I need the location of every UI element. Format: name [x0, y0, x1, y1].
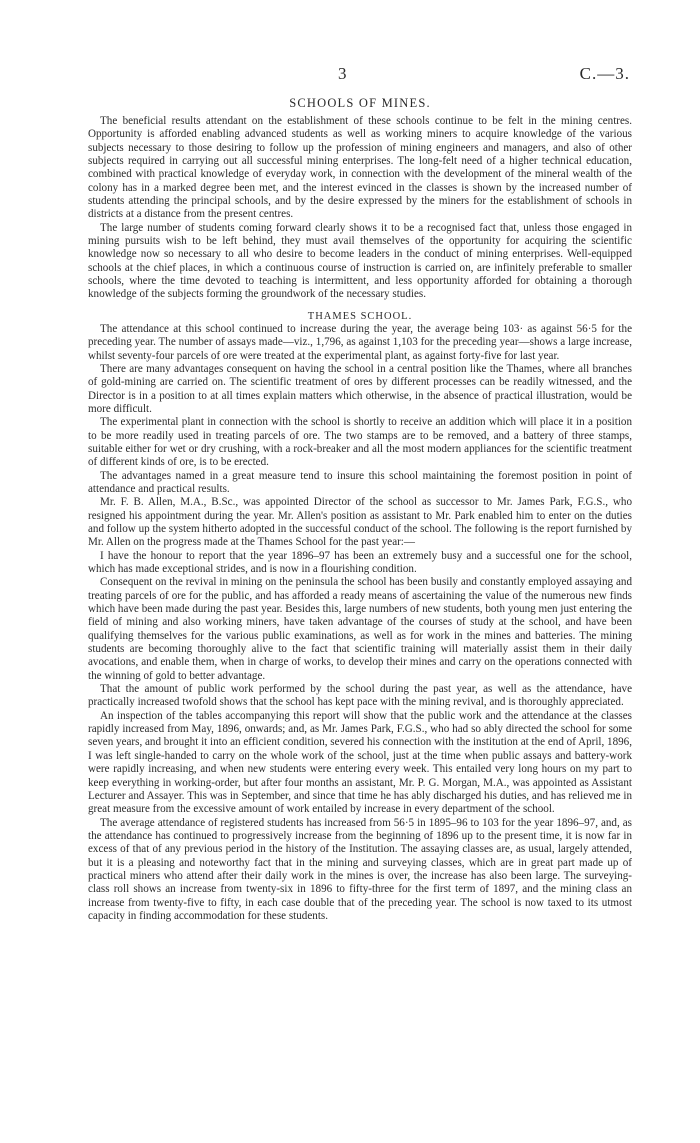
subsection-title: THAMES SCHOOL. — [307, 310, 413, 322]
paragraph: An inspection of the tables accompanying this report will show that the public work and the attendance at the classes rapidly increased from May, 1896, onwards; and, as Mr. James Park, F.G.S., who had so ably directed the school for some seven years, and brought it into an efficient condition, severed his connection with the institution at the end of April, 1896, I was left single-handed to carry on the whole work of the school, just at the time when public assays and battery-work were rapidly increasing, and when new students were entering every week. This entailed very long hours on my part to keep everything in working-order, but after four months an assistant, Mr. P. G. Morgan, M.A., was appointed as Assistant Lecturer and Assayer. This was in September, and since that time he has ably discharged his duties, and has relieved me in great measure from the excessive amount of work entailed by increase in every department of the school. — [88, 709, 632, 816]
paragraph: The attendance at this school continued to increase during the year, the average being 103· as against 56·5 for the preceding year. The number of assays made—viz., 1,796, as against 1,103 for the preceding year—shows a large increase, whilst seventy-four parcels of ore were treated at the experimental plant, as against forty-five for last year. — [88, 322, 632, 362]
section-title: SCHOOLS OF MINES. — [289, 96, 431, 110]
paragraph: Mr. F. B. Allen, M.A., B.Sc., was appointed Director of the school as successor to Mr. James Park, F.G.S., who resigned his appointment during the year. Mr. Allen's position as assistant to Mr. Park enabled him to enter on the duties and follow up the system hitherto adopted in the successful conduct of the school. The following is the report furnished by Mr. Allen on the progress made at the Thames School for the past year:— — [88, 496, 632, 549]
paragraph: I have the honour to report that the year 1896–97 has been an extremely busy and a successful one for the school, which has made exceptional strides, and is now in a flourishing condition. — [88, 549, 632, 575]
paragraph: The experimental plant in connection with the school is shortly to receive an addition which will place it in a position to be more readily used in treating parcels of ore. The two stamps are to be removed, and a battery of three stamps, suitable either for wet or dry crushing, with a rock-breaker and all the most modern appliances for the scientific treatment of different kinds of ore, is to be erected. — [88, 416, 632, 469]
page-header — [90, 64, 630, 84]
paragraph: That the amount of public work performed by the school during the past year, as well as the attendance, have practically increased twofold shows that the school has kept pace with the mining revival, and is thoroughly appreciated. — [88, 683, 632, 709]
paragraph: The large number of students coming forward clearly shows it to be a recognised fact that, unless those engaged in mining pursuits wish to be left behind, they must avail themselves of the opportunity for acquiring the scientific knowledge now so necessary to all who desire to become leaders in the conduct of mining enterprises. Well-equipped schools at the chief places, in which a continuous course of instruction is carried on, are infinitely preferable to smaller schools, where the time devoted to teaching is intermittent, and less opportunity afforded for obtaining a thorough knowledge of the subjects forming the groundwork of the necessary studies. — [88, 221, 632, 301]
page-number: 3 — [338, 64, 347, 83]
page-reference: C.—3. — [579, 64, 630, 83]
paragraph: Consequent on the revival in mining on the peninsula the school has been busily and constantly employed assaying and treating parcels of ore for the public, and has afforded a ready means of ascertaining the value of the numerous new finds which have been made during the past year. Besides this, large numbers of new students, both young men just entering the field of mining and also working miners, have taken advantage of the courses of study at the school, and have been qualifying themselves for the various public examinations, as well as for work in the mines and batteries. The mining students are becoming thoroughly alive to the fact that scientific training will materially assist them in their daily avocations, and enable them, when in charge of works, to develop their mines and carry on the operations connected with the winning of gold to better advantage. — [88, 576, 632, 682]
document-body — [88, 96, 632, 923]
paragraph: There are many advantages consequent on having the school in a central position like the Thames, where all branches of gold-mining are carried on. The scientific treatment of ores by different processes can be readily witnessed, and the Director is in a position to at all times explain matters which otherwise, in the absence of practical illustration, would be more difficult. — [88, 362, 632, 415]
paragraph: The average attendance of registered students has increased from 56·5 in 1895–96 to 103 for the year 1896–97, and, as the attendance has continued to progressively increase from the beginning of 1896 up to the present time, it is now far in excess of that of any previous period in the history of the Institution. The assaying classes are, as usual, largely attended, but it is a pleasing and noteworthy fact that in the mining and surveying classes, which are in great part made up of practical miners who attend after their daily work in the mines is over, the increase has also been large. The surveying-class roll shows an increase from twenty-six in 1896 to fifty-three for the first term of 1897, and the mining class an increase from twenty-five to fifty, in each case double that of the preceding year. The school is now taxed to its utmost capacity in finding accommodation for these students. — [88, 816, 632, 922]
paragraph: The advantages named in a great measure tend to insure this school maintaining the foremost position in point of attendance and practical results. — [88, 469, 632, 495]
paragraph: The beneficial results attendant on the establishment of these schools continue to be felt in the mining centres. Opportunity is afforded enabling advanced students as well as working miners to acquire knowledge of the various subjects necessary to those desiring to follow up the profession of mining engineers and managers, and also of other subjects required in carrying out all successful mining enterprises. The long-felt need of a higher technical education, combined with practical knowledge of everyday work, in connection with the development of the mineral wealth of the colony has in a marked degree been met, and the interest evinced in the classes is shown by the increased number of students attending the principal schools, and by the desire expressed by the miners for the establishment of schools in districts at a distance from the present centres. — [88, 115, 632, 221]
